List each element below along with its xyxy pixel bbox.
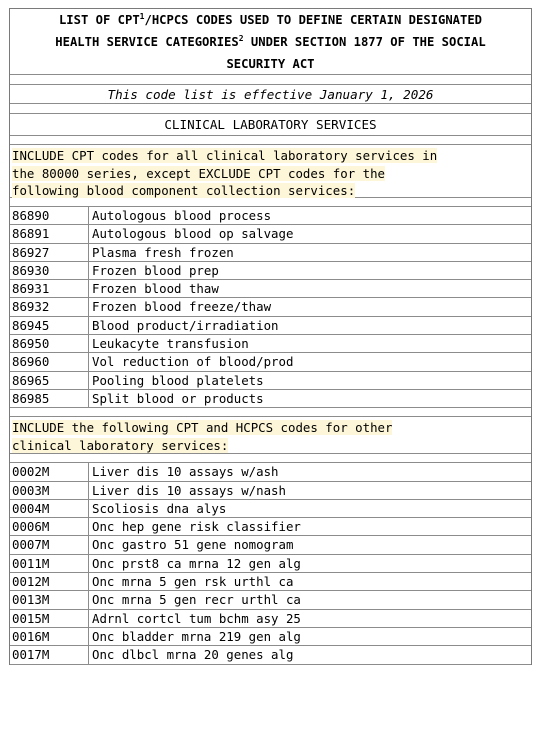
spacer-row [10, 75, 531, 85]
description-cell: Leukacyte transfusion [92, 336, 249, 352]
description-cell: Liver dis 10 assays w/nash [92, 482, 286, 498]
spacer-row [10, 454, 531, 463]
description-cell: Onc dlbcl mrna 20 genes alg [92, 647, 294, 663]
table-row [10, 317, 531, 335]
code-cell: 0003M [10, 482, 89, 499]
code-cell: 0011M [10, 555, 89, 572]
exclusion-note-line-2: the 80000 series, except EXCLUDE CPT codes for the [12, 165, 385, 181]
description-cell: Liver dis 10 assays w/ash [92, 464, 279, 480]
code-cell: 86930 [10, 262, 89, 279]
code-cell: 86950 [10, 335, 89, 352]
description-cell: Split blood or products [92, 390, 264, 406]
description-cell: Frozen blood freeze/thaw [92, 299, 272, 315]
description-cell: Autologous blood op salvage [92, 226, 294, 242]
table-row [10, 262, 531, 280]
code-cell: 86931 [10, 280, 89, 297]
table-row [10, 628, 531, 646]
table-row [10, 610, 531, 628]
footnote-1-marker: 1 [139, 12, 145, 21]
inclusion-note [10, 417, 531, 454]
table-row [10, 280, 531, 298]
footnote-2-marker: 2 [238, 34, 244, 43]
description-cell: Pooling blood platelets [92, 372, 264, 388]
exclusion-note-line-1: INCLUDE CPT codes for all clinical laboratory services in [12, 148, 438, 163]
code-cell: 86891 [10, 225, 89, 242]
spacer-row [10, 136, 531, 145]
table-row [10, 244, 531, 262]
excluded-code-table [10, 207, 531, 408]
inclusion-note-line-1: INCLUDE the following CPT and HCPCS codes for other [12, 420, 393, 436]
description-cell: Onc hep gene risk classifier [92, 519, 301, 535]
table-row [10, 298, 531, 316]
description-cell: Onc prst8 ca mrna 12 gen alg [92, 555, 301, 571]
code-cell: 0015M [10, 610, 89, 627]
table-row [10, 555, 531, 573]
code-cell: 86932 [10, 298, 89, 315]
section-heading: CLINICAL LABORATORY SERVICES [10, 114, 531, 136]
code-cell: 0017M [10, 646, 89, 663]
code-cell: 86890 [10, 207, 89, 224]
description-cell: Scoliosis dna alys [92, 500, 227, 516]
table-row [10, 536, 531, 554]
spacer-row [10, 408, 531, 417]
effective-date: This code list is effective January 1, 2026 [10, 85, 531, 104]
code-cell: 0012M [10, 573, 89, 590]
description-cell: Blood product/irradiation [92, 317, 279, 333]
table-row [10, 573, 531, 591]
description-cell: Plasma fresh frozen [92, 244, 234, 260]
table-row [10, 225, 531, 243]
code-cell: 86985 [10, 390, 89, 407]
spacer-row [10, 104, 531, 114]
table-row [10, 463, 531, 481]
exclusion-note-line-3: following blood component collection services: [12, 183, 356, 199]
code-list-sheet [9, 8, 532, 665]
description-cell: Onc bladder mrna 219 gen alg [92, 628, 301, 644]
table-row [10, 500, 531, 518]
code-cell: 0002M [10, 463, 89, 480]
description-cell: Onc mrna 5 gen rsk urthl ca [92, 574, 294, 590]
code-cell: 86960 [10, 353, 89, 370]
title-line-1: LIST OF CPT$^1$/HCPCS CODES USED TO DEFINE CERTAIN DESIGNATED [58, 12, 483, 27]
exclusion-note [10, 145, 531, 198]
description-cell: Onc mrna 5 gen recr urthl ca [92, 592, 301, 608]
table-row [10, 646, 531, 664]
code-cell: 86927 [10, 244, 89, 261]
code-cell: 0013M [10, 591, 89, 608]
code-cell: 0004M [10, 500, 89, 517]
description-cell: Autologous blood process [92, 208, 272, 223]
table-row [10, 482, 531, 500]
code-cell: 0007M [10, 536, 89, 553]
description-cell: Frozen blood thaw [92, 281, 219, 297]
code-cell: 86945 [10, 317, 89, 334]
table-row [10, 591, 531, 609]
included-code-table [10, 463, 531, 664]
table-row [10, 353, 531, 371]
title-line-2: HEALTH SERVICE CATEGORIES$^2$ UNDER SECTION 1877 OF THE SOCIAL [55, 34, 486, 49]
spacer-row [10, 198, 531, 207]
table-row [10, 390, 531, 408]
inclusion-note-line-2: clinical laboratory services: [12, 437, 229, 453]
document-title [10, 9, 531, 75]
description-cell: Frozen blood prep [92, 262, 219, 278]
description-cell: Vol reduction of blood/prod [92, 354, 294, 370]
title-line-3: SECURITY ACT [226, 57, 315, 71]
code-cell: 0006M [10, 518, 89, 535]
code-cell: 86965 [10, 372, 89, 389]
code-cell: 0016M [10, 628, 89, 645]
table-row [10, 518, 531, 536]
table-row [10, 207, 531, 225]
description-cell: Onc gastro 51 gene nomogram [92, 537, 294, 553]
description-cell: Adrnl cortcl tum bchm asy 25 [92, 610, 301, 626]
table-row [10, 335, 531, 353]
table-row [10, 372, 531, 390]
